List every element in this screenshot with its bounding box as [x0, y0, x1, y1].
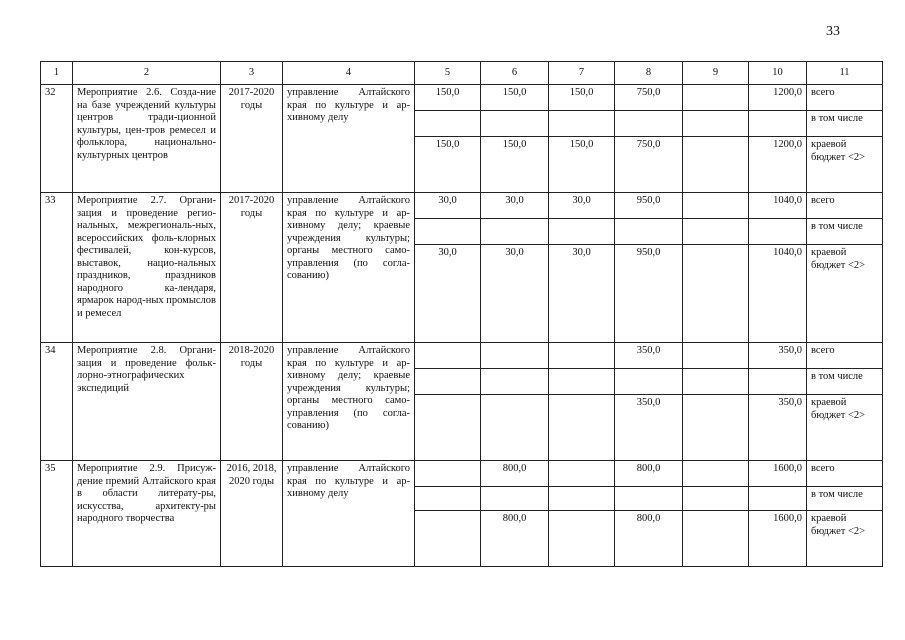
column-number: 6: [481, 62, 549, 85]
value-cell: 150,0: [415, 137, 481, 193]
column-number: 7: [549, 62, 615, 85]
column-numbers-row: [41, 62, 883, 85]
period: 2017-2020 годы: [221, 193, 283, 343]
value-cell: 350,0: [615, 343, 683, 369]
column-number: 11: [807, 62, 883, 85]
value-total: 350,0: [749, 343, 807, 369]
event-description: Мероприятие 2.6. Созда-ние на базе учреждений культуры центров тради-ционной культуры, цен-тров ремесел и фольклора, национально-культурных центров: [73, 85, 221, 193]
row-number: 35: [41, 461, 73, 567]
value-cell: 30,0: [415, 193, 481, 219]
value-total: 1040,0: [749, 193, 807, 219]
value-cell: [683, 193, 749, 219]
funding-source: в том числе: [807, 369, 883, 395]
value-cell: [683, 343, 749, 369]
value-cell: 150,0: [415, 85, 481, 111]
value-cell: 150,0: [481, 85, 549, 111]
value-cell: [683, 461, 749, 487]
page-number: 33: [826, 24, 840, 39]
column-number: 8: [615, 62, 683, 85]
column-number: 3: [221, 62, 283, 85]
value-total: 1200,0: [749, 137, 807, 193]
value-cell: 750,0: [615, 85, 683, 111]
value-cell: 800,0: [481, 511, 549, 567]
executor: управление Алтайского края по культуре и ар-хивному делу: [283, 461, 415, 567]
value-cell: 150,0: [481, 137, 549, 193]
value-cell: [549, 461, 615, 487]
value-cell: 30,0: [481, 193, 549, 219]
value-cell: [415, 461, 481, 487]
value-cell: 30,0: [481, 245, 549, 343]
period: 2017-2020 годы: [221, 85, 283, 193]
funding-source: всего: [807, 193, 883, 219]
table-row: [41, 85, 883, 111]
table-row: [41, 343, 883, 369]
period: 2018-2020 годы: [221, 343, 283, 461]
value-cell: [683, 395, 749, 461]
value-cell: 150,0: [549, 137, 615, 193]
funding-source: в том числе: [807, 219, 883, 245]
value-cell: 800,0: [481, 461, 549, 487]
value-cell: [549, 511, 615, 567]
funding-source: всего: [807, 461, 883, 487]
value-cell: 750,0: [615, 137, 683, 193]
event-description: Мероприятие 2.7. Органи-зация и проведение регио-нальных, межрегиональ-ных, всероссийских фоль-клорных фестивалей, кон-курсов, выставок, нацио-нальных праздников, праздников народного ка-лендаря, ярмарок народ-ных промыслов и ремесел: [73, 193, 221, 343]
value-cell: [549, 395, 615, 461]
event-description: Мероприятие 2.8. Органи-зация и проведение фольк-лорно-этнографических экспедиций: [73, 343, 221, 461]
value-total: 1200,0: [749, 85, 807, 111]
funding-source: краевой бюджет <2>: [807, 395, 883, 461]
executor: управление Алтайского края по культуре и ар-хивному делу: [283, 85, 415, 193]
value-cell: 30,0: [415, 245, 481, 343]
value-total: 1600,0: [749, 511, 807, 567]
value-cell: [683, 511, 749, 567]
value-cell: [415, 511, 481, 567]
value-cell: [481, 343, 549, 369]
value-cell: [549, 343, 615, 369]
funding-source: всего: [807, 85, 883, 111]
row-number: 34: [41, 343, 73, 461]
event-description: Мероприятие 2.9. Присуж-дение премий Алтайского края в области литерату-ры, искусства, архитекту-ры народного творчества: [73, 461, 221, 567]
value-cell: 950,0: [615, 245, 683, 343]
funding-source: в том числе: [807, 487, 883, 511]
column-number: 1: [41, 62, 73, 85]
column-number: 2: [73, 62, 221, 85]
table-row: [41, 461, 883, 487]
value-cell: 30,0: [549, 245, 615, 343]
column-number: 10: [749, 62, 807, 85]
value-total: 1600,0: [749, 461, 807, 487]
column-number: 9: [683, 62, 749, 85]
value-cell: [683, 85, 749, 111]
funding-source: всего: [807, 343, 883, 369]
funding-source: в том числе: [807, 111, 883, 137]
value-cell: [683, 137, 749, 193]
value-cell: 150,0: [549, 85, 615, 111]
value-cell: [683, 245, 749, 343]
value-cell: 30,0: [549, 193, 615, 219]
executor: управление Алтайского края по культуре и ар-хивному делу; краевые учреждения культуры; органы местного само-управления (по согла-сованию): [283, 343, 415, 461]
executor: управление Алтайского края по культуре и ар-хивному делу; краевые учреждения культуры; органы местного само-управления (по согла-сованию): [283, 193, 415, 343]
value-cell: 800,0: [615, 461, 683, 487]
period: 2016, 2018, 2020 годы: [221, 461, 283, 567]
value-cell: 350,0: [615, 395, 683, 461]
value-cell: [415, 343, 481, 369]
funding-source: краевой бюджет <2>: [807, 511, 883, 567]
column-number: 5: [415, 62, 481, 85]
row-number: 32: [41, 85, 73, 193]
funding-source: краевой бюджет <2>: [807, 137, 883, 193]
value-cell: 950,0: [615, 193, 683, 219]
value-cell: [481, 395, 549, 461]
value-total: 350,0: [749, 395, 807, 461]
program-table: [40, 61, 883, 567]
column-number: 4: [283, 62, 415, 85]
table-row: [41, 193, 883, 219]
value-cell: [415, 395, 481, 461]
value-cell: 800,0: [615, 511, 683, 567]
row-number: 33: [41, 193, 73, 343]
value-total: 1040,0: [749, 245, 807, 343]
funding-source: краевой бюджет <2>: [807, 245, 883, 343]
